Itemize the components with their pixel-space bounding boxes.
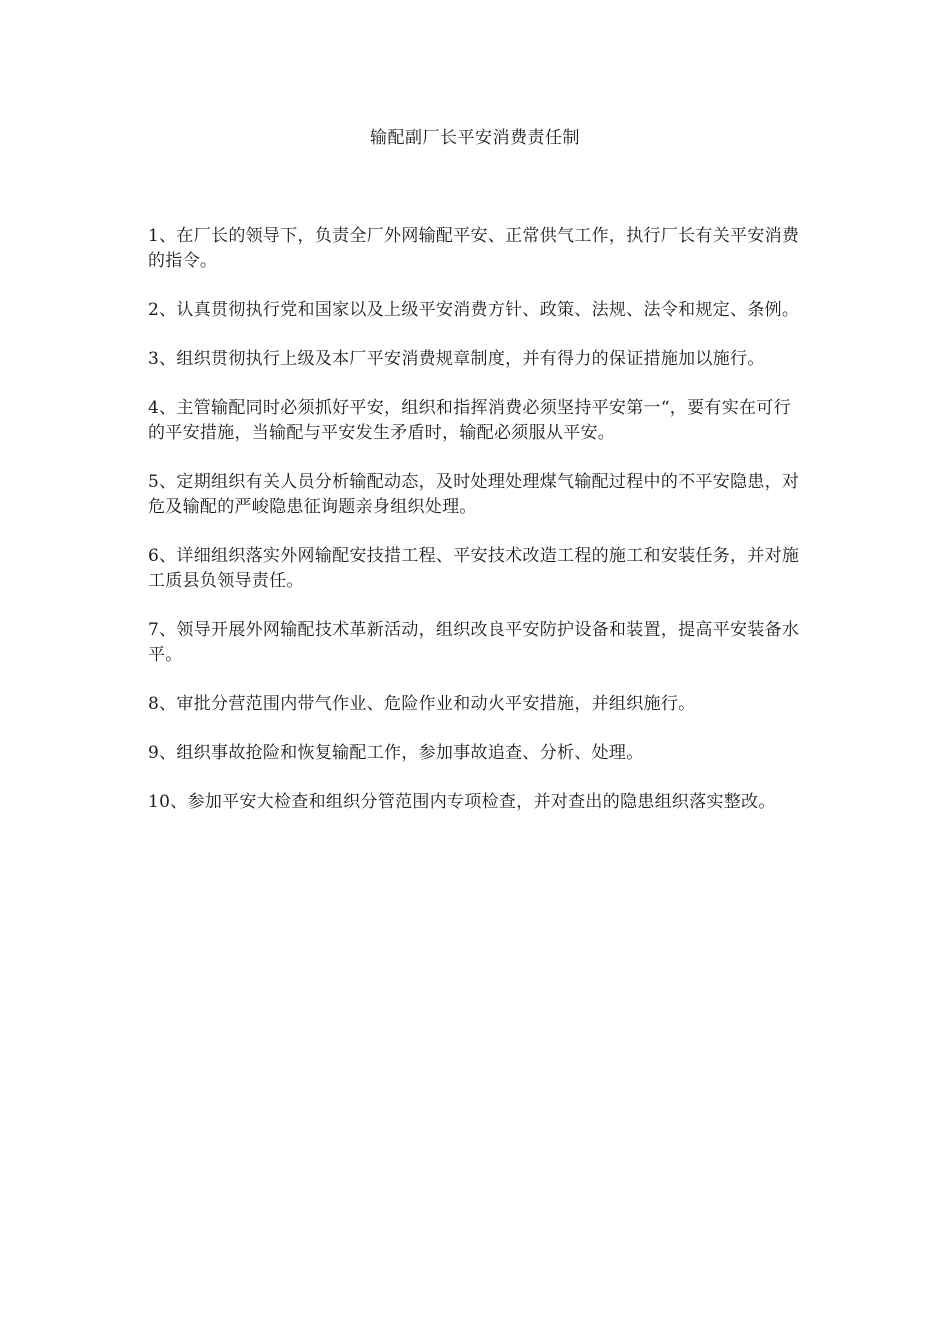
clause-4: 4、主管输配同时必须抓好平安，组织和指挥消费必须坚持平安第一“，要有实在可行的平安措施，当输配与平安发生矛盾时，输配必须服从平安。 (148, 398, 791, 443)
document-title: 输配副厂长平安消费责任制 (370, 128, 580, 148)
clause-6: 6、详细组织落实外网输配安技措工程、平安技术改造工程的施工和安装任务，并对施工质县负领导责任。 (148, 546, 800, 591)
clause-list (148, 224, 806, 839)
clause-5: 5、定期组织有关人员分析输配动态，及时处理处理煤气输配过程中的不平安隐患，对危及输配的严峻隐患征询题亲身组织处理。 (148, 472, 800, 517)
clause-1: 1、在厂长的领导下，负责全厂外网输配平安、正常供气工作，执行厂长有关平安消费的指令。 (148, 226, 800, 271)
clause-3: 3、组织贯彻执行上级及本厂平安消费规章制度，并有得力的保证措施加以施行。 (148, 349, 765, 369)
clause-8: 8、审批分营范围内带气作业、危险作业和动火平安措施，并组织施行。 (148, 694, 696, 714)
clause-9: 9、组织事故抢险和恢复输配工作，参加事故追查、分析、处理。 (148, 743, 644, 763)
clause-10: 10、参加平安大检查和组织分管范围内专项检查，并对查出的隐患组织落实整改。 (148, 792, 776, 812)
clause-7: 7、领导开展外网输配技术革新活动，组织改良平安防护设备和装置，提高平安装备水平。 (148, 620, 800, 665)
clause-2: 2、认真贯彻执行党和国家以及上级平安消费方针、政策、法规、法令和规定、条例。 (148, 300, 800, 320)
